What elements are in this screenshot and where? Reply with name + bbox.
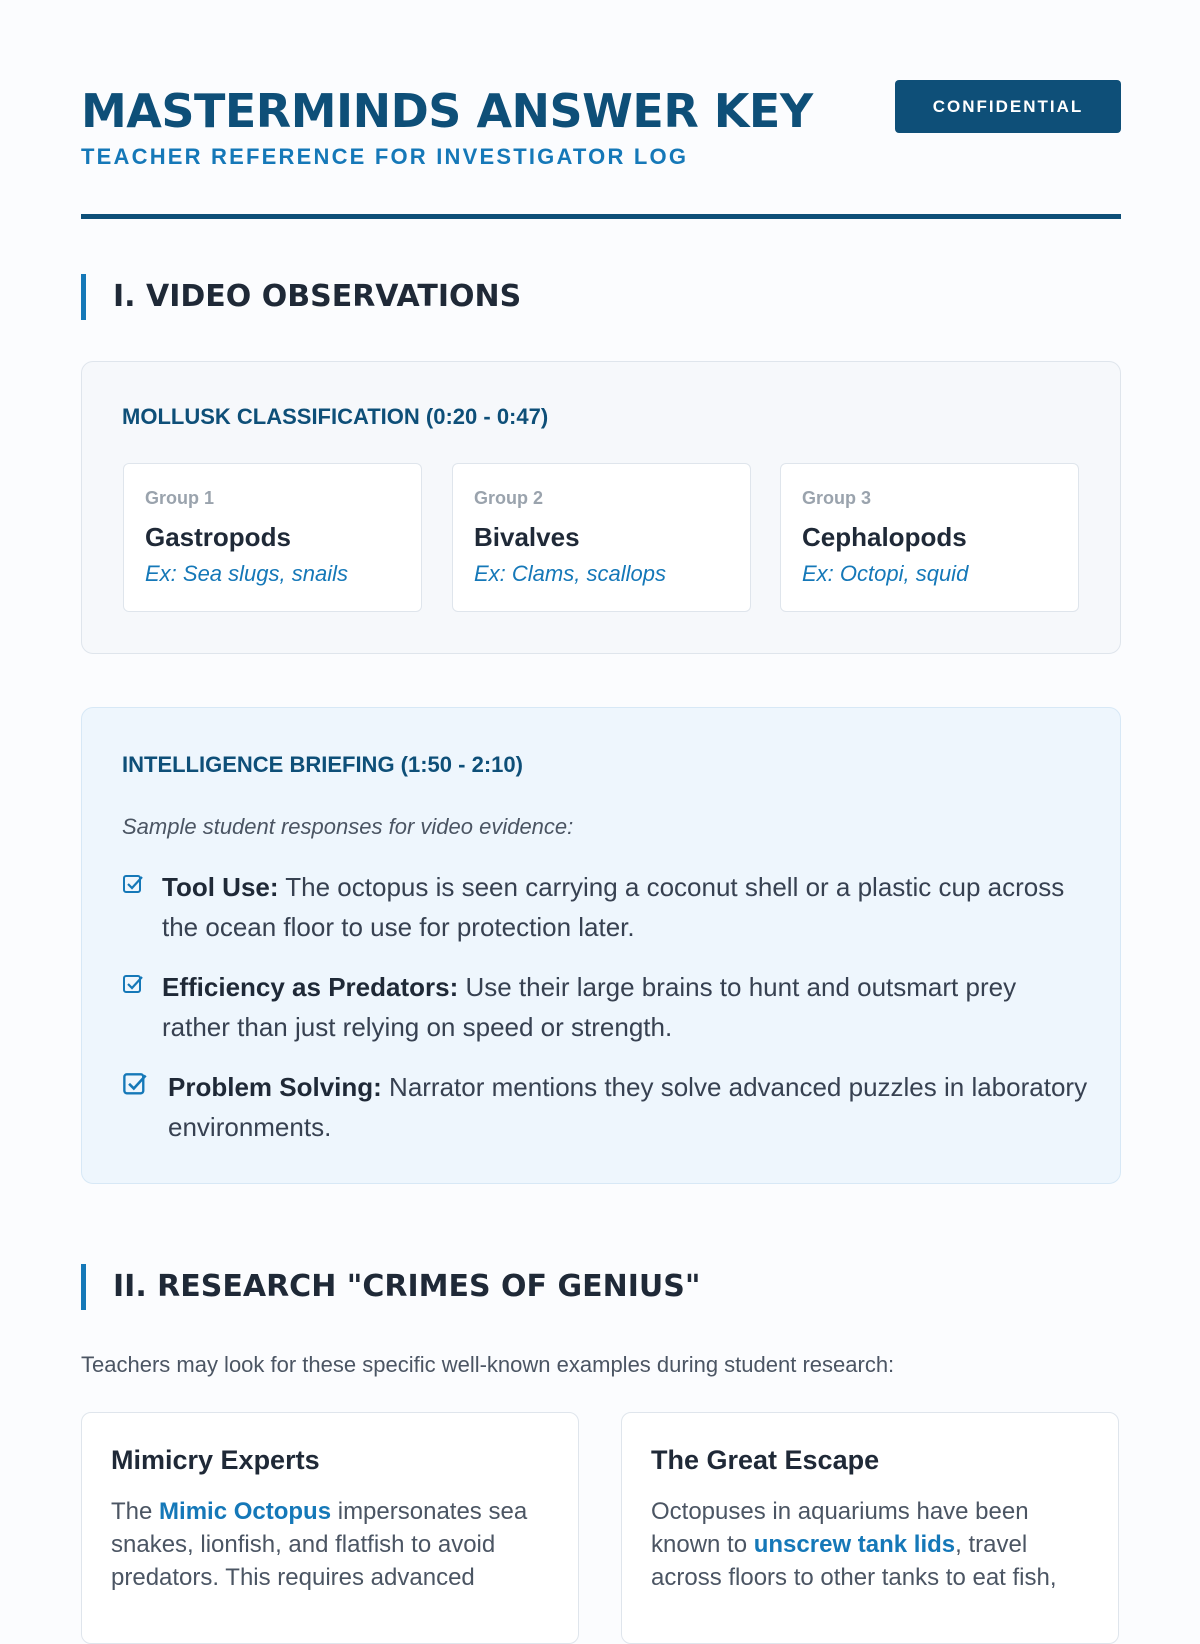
case-highlight: Mimic Octopus — [159, 1498, 332, 1525]
section-title: I. VIDEO OBSERVATIONS — [113, 279, 522, 314]
checkbox-checked-icon — [122, 974, 144, 996]
briefing-item-term: Tool Use: — [162, 872, 279, 902]
case-title: The Great Escape — [651, 1445, 880, 1475]
group-number: Group 1 — [145, 488, 215, 508]
briefing-item-detail: Narrator mentions they solve advanced puzzles in laboratory environments. — [168, 1072, 1088, 1142]
group-example: Ex: Clams, scallops — [474, 561, 666, 586]
page-header — [81, 80, 1121, 220]
section-heading-video-observations — [81, 274, 1121, 320]
briefing-item-text — [168, 1067, 1088, 1147]
briefing-item-detail: Use their large brains to hunt and outsmart prey rather than just relying on speed or strength. — [162, 972, 1017, 1042]
case-card-mimicry — [81, 1412, 579, 1644]
confidential-badge: CONFIDENTIAL — [895, 80, 1121, 133]
classification-label: MOLLUSK CLASSIFICATION (0:20 - 0:47) — [122, 404, 549, 429]
section-accent-bar — [81, 274, 86, 320]
checkbox-checked-icon — [122, 1072, 148, 1098]
checkbox-checked-icon — [122, 874, 144, 896]
briefing-note: Sample student responses for video evidence: — [122, 814, 574, 839]
case-title: Mimicry Experts — [111, 1445, 320, 1475]
group-example: Ex: Sea slugs, snails — [145, 561, 348, 586]
case-body-post: impersonates sea snakes, lionfish, and flatfish to avoid predators. This requires advanced — [111, 1498, 528, 1591]
header-divider — [81, 214, 1121, 219]
case-body-post: , travel across floors to other tanks to eat fish, — [651, 1531, 1057, 1591]
page-title: MASTERMINDS ANSWER KEY — [81, 84, 813, 138]
group-name: Bivalves — [474, 522, 580, 552]
case-body — [111, 1495, 551, 1594]
briefing-item-term: Problem Solving: — [168, 1072, 382, 1102]
mollusk-classification-card — [81, 361, 1121, 654]
case-body-pre: Octopuses in aquariums have been known to — [651, 1498, 1029, 1558]
research-intro: Teachers may look for these specific well-known examples during student research: — [81, 1352, 895, 1377]
section-title: II. RESEARCH "CRIMES OF GENIUS" — [113, 1269, 701, 1304]
intelligence-briefing-card — [81, 707, 1121, 1184]
group-number: Group 2 — [474, 488, 544, 508]
group-name: Gastropods — [145, 522, 291, 552]
group-example: Ex: Octopi, squid — [802, 561, 969, 586]
briefing-item-text — [162, 967, 1082, 1047]
group-card-3 — [780, 463, 1079, 612]
group-number: Group 3 — [802, 488, 872, 508]
case-card-great-escape — [621, 1412, 1119, 1644]
briefing-item-text — [162, 867, 1082, 947]
briefing-item-term: Efficiency as Predators: — [162, 972, 459, 1002]
page-subtitle: TEACHER REFERENCE FOR INVESTIGATOR LOG — [81, 144, 689, 169]
case-body-pre: The — [111, 1498, 160, 1525]
briefing-label: INTELLIGENCE BRIEFING (1:50 - 2:10) — [122, 752, 523, 777]
case-body — [651, 1495, 1091, 1594]
briefing-item-detail: The octopus is seen carrying a coconut shell or a plastic cup across the ocean floor to use for protection later. — [162, 872, 1065, 942]
group-card-1 — [123, 463, 422, 612]
group-card-2 — [452, 463, 751, 612]
case-highlight: unscrew tank lids — [753, 1531, 956, 1558]
section-accent-bar — [81, 1264, 86, 1310]
group-name: Cephalopods — [802, 522, 967, 552]
section-heading-research — [81, 1264, 1121, 1310]
